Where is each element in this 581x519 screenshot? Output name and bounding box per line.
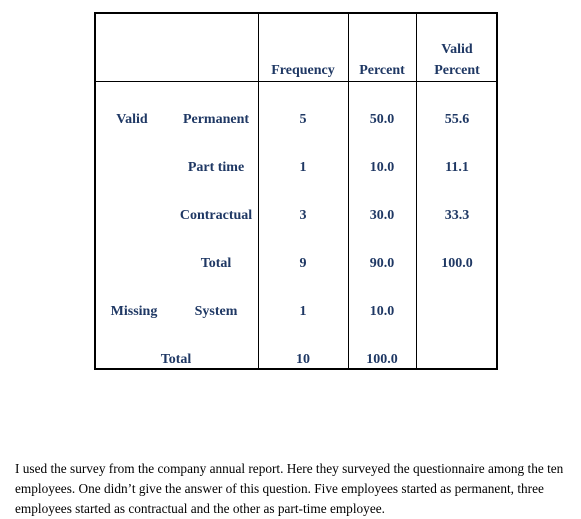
header-frequency: Frequency [271,63,335,78]
frequency-cell: 9 [299,256,307,271]
grand-total-label: Total [160,352,192,367]
valid-percent-cell: 55.6 [444,112,470,127]
valid-percent-cell: 100.0 [441,256,473,271]
percent-cell: 30.0 [369,208,395,223]
group-missing-label: Missing [110,304,158,319]
header-valid-percent-line2: Percent [434,63,480,78]
header-divider [96,81,496,82]
row-label: Permanent [182,112,250,127]
frequency-cell: 3 [299,208,307,223]
percent-cell: 10.0 [369,304,395,319]
frequency-table [94,12,498,370]
percent-cell: 10.0 [369,160,395,175]
valid-percent-cell: 11.1 [445,160,469,175]
percent-cell: 90.0 [369,256,395,271]
row-label: Contractual [179,208,253,223]
frequency-cell: 5 [299,112,307,127]
valid-percent-cell: 33.3 [444,208,470,223]
frequency-cell: 1 [299,160,307,175]
group-valid-label: Valid [116,112,148,127]
percent-cell: 50.0 [369,112,395,127]
frequency-cell: 1 [299,304,307,319]
row-label: System [194,304,238,319]
row-label: Total [200,256,232,271]
percent-cell: 100.0 [366,352,398,367]
row-label: Part time [187,160,245,175]
header-valid-percent-line1: Valid [441,42,473,57]
explanation-paragraph: I used the survey from the company annual report. Here they surveyed the questionnaire among the ten employees. One didn’t give the answer of this question. Five employees started as permanent, three employees started as contractual and the other as part-time employee. [15,461,564,517]
frequency-cell: 10 [296,352,310,367]
header-percent: Percent [359,63,405,78]
